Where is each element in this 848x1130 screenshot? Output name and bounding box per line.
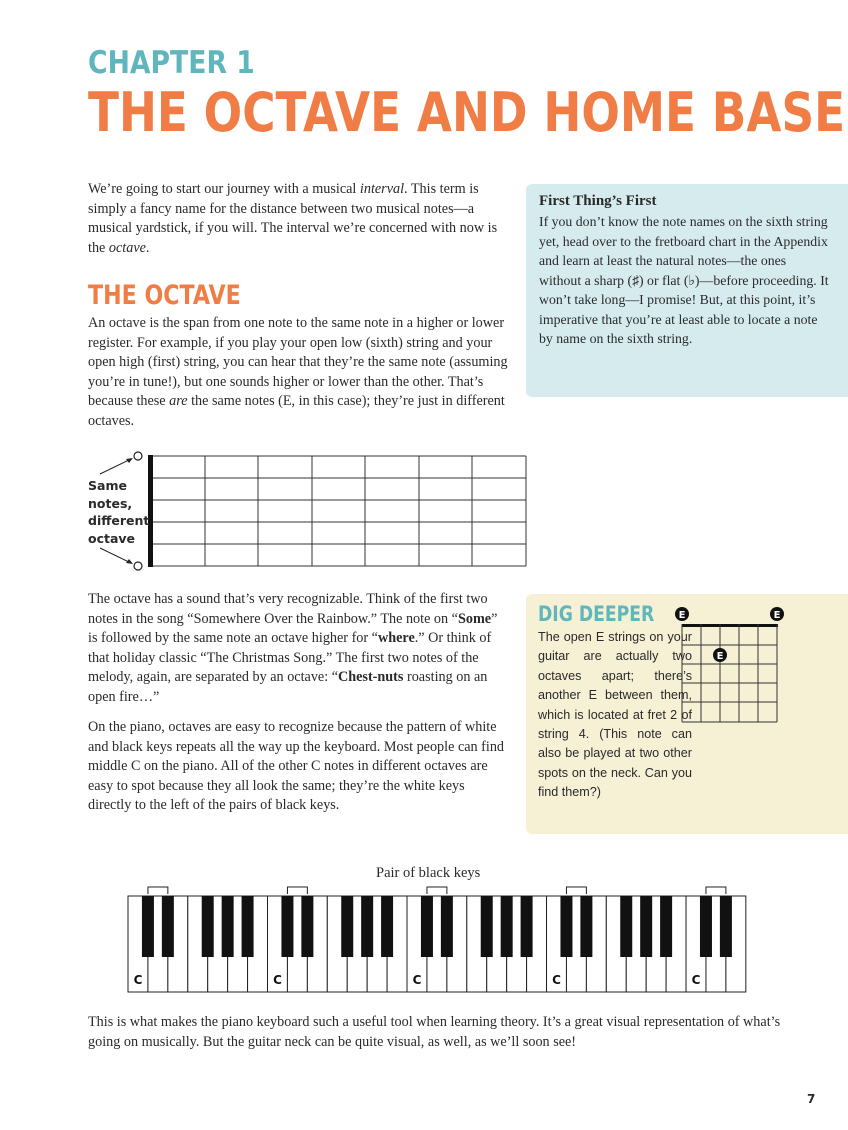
chapter-label: CHAPTER 1 xyxy=(88,45,255,81)
black-key xyxy=(501,896,513,957)
intro-paragraph: We’re going to start our journey with a musical interval. This term is simply a fancy name for the distance between two musical notes—a musical yardstick, if you will. The interval we’re concerned with now is the octave. xyxy=(88,181,498,256)
black-key xyxy=(421,896,433,957)
note-dot-label: E xyxy=(773,610,781,621)
c-key-label: C xyxy=(412,973,422,987)
closing-paragraph: This is what makes the piano keyboard such a useful tool when learning theory. It’s a great visual representation of what’s going on musically. But the guitar neck can be quite visual, as well, as we’ll soon see! xyxy=(88,1014,781,1050)
black-key xyxy=(720,896,732,957)
black-key-pair-bracket xyxy=(566,887,586,894)
black-key xyxy=(481,896,493,957)
note-dot-label: E xyxy=(716,651,724,662)
black-key xyxy=(381,896,393,957)
c-key-label: C xyxy=(273,973,282,987)
black-key xyxy=(162,896,174,957)
dig-deeper-body: The open E strings on your guitar are actually two octaves apart; there’s another E between them, which is located at fret 2 of string 4. (This note can also be played at two other spots on the neck. Can you find them?) xyxy=(538,630,692,800)
dig-deeper-title: DIG DEEPER xyxy=(538,602,655,626)
black-key xyxy=(620,896,632,957)
black-key xyxy=(361,896,373,957)
sidebar-first-title: First Thing’s First xyxy=(539,193,657,209)
page-number: 7 xyxy=(807,1092,816,1106)
black-key xyxy=(341,896,353,957)
black-key xyxy=(441,896,453,957)
octave-paragraph: An octave is the span from one note to the same note in a higher or lower register. For example, if you play your open low (sixth) string and your open high (first) string, you can hear that they’re the same note (assuming you’re in tune!), but one sounds higher or lower than the other. That’s because these are the same notes (E, in this case); they’re just in different octaves. xyxy=(88,315,508,429)
chapter-title: THE OCTAVE AND HOME BASE xyxy=(88,81,846,144)
note-dot-fret2-string4 xyxy=(713,648,727,662)
c-key-label: C xyxy=(133,973,143,987)
black-key-pair-bracket xyxy=(706,887,726,894)
fretboard-diagram xyxy=(88,446,530,576)
piano-keyboard xyxy=(120,882,752,994)
black-key xyxy=(222,896,234,957)
black-key xyxy=(301,896,313,957)
note-dot-label: E xyxy=(678,610,686,621)
black-key xyxy=(521,896,533,957)
note-dot-high-e xyxy=(770,607,784,621)
arrow-down xyxy=(100,548,131,563)
c-key-label: C xyxy=(691,973,701,987)
black-key-pair-bracket xyxy=(287,887,307,894)
section-heading-octave: THE OCTAVE xyxy=(88,280,241,311)
black-key xyxy=(700,896,712,957)
c-key-label: C xyxy=(552,973,561,987)
note-dot-low-e xyxy=(675,607,689,621)
black-key xyxy=(242,896,254,957)
black-key xyxy=(580,896,592,957)
pair-of-black-keys-label: Pair of black keys xyxy=(376,865,481,881)
black-key-pair-bracket xyxy=(148,887,168,894)
same-notes-label: Same notes, different octave xyxy=(88,478,150,546)
sidebar-first-body: If you don’t know the note names on the sixth string yet, head over to the fretboard chart in the Appendix and learn at least the natural notes—the ones without a sharp (♯) or flat (♭)—before proceeding. It won’t take long—I promise! But, at this point, it’s imperative that you’re at least able to locate a note by name on the sixth string. xyxy=(539,214,829,346)
open-string-marker-high xyxy=(134,452,142,460)
black-key xyxy=(202,896,214,957)
open-string-marker-low xyxy=(134,562,142,570)
black-key xyxy=(640,896,652,957)
piano-paragraph: On the piano, octaves are easy to recognize because the pattern of white and black keys repeats all the way up the keyboard. Most people can find middle C on the piano. All of the other C notes in different octaves are easy to spot because they all look the same; they’re the white keys directly to the left of the pairs of black keys. xyxy=(88,719,505,813)
black-key xyxy=(660,896,672,957)
black-key xyxy=(281,896,293,957)
black-key xyxy=(560,896,572,957)
arrow-up xyxy=(100,459,131,474)
song-paragraph: The octave has a sound that’s very recognizable. Think of the first two notes in the song “Somewhere Over the Rainbow.” The note on “Some” is followed by the same note an octave higher for “where.” Or think of that holiday classic “The Christmas Song.” The first two notes of the melody, again, are separated by an octave: “Chest-nuts roasting on an open fire…” xyxy=(88,591,498,705)
black-key-pair-bracket xyxy=(427,887,447,894)
dig-deeper-fretboard xyxy=(672,602,792,730)
black-key xyxy=(142,896,154,957)
